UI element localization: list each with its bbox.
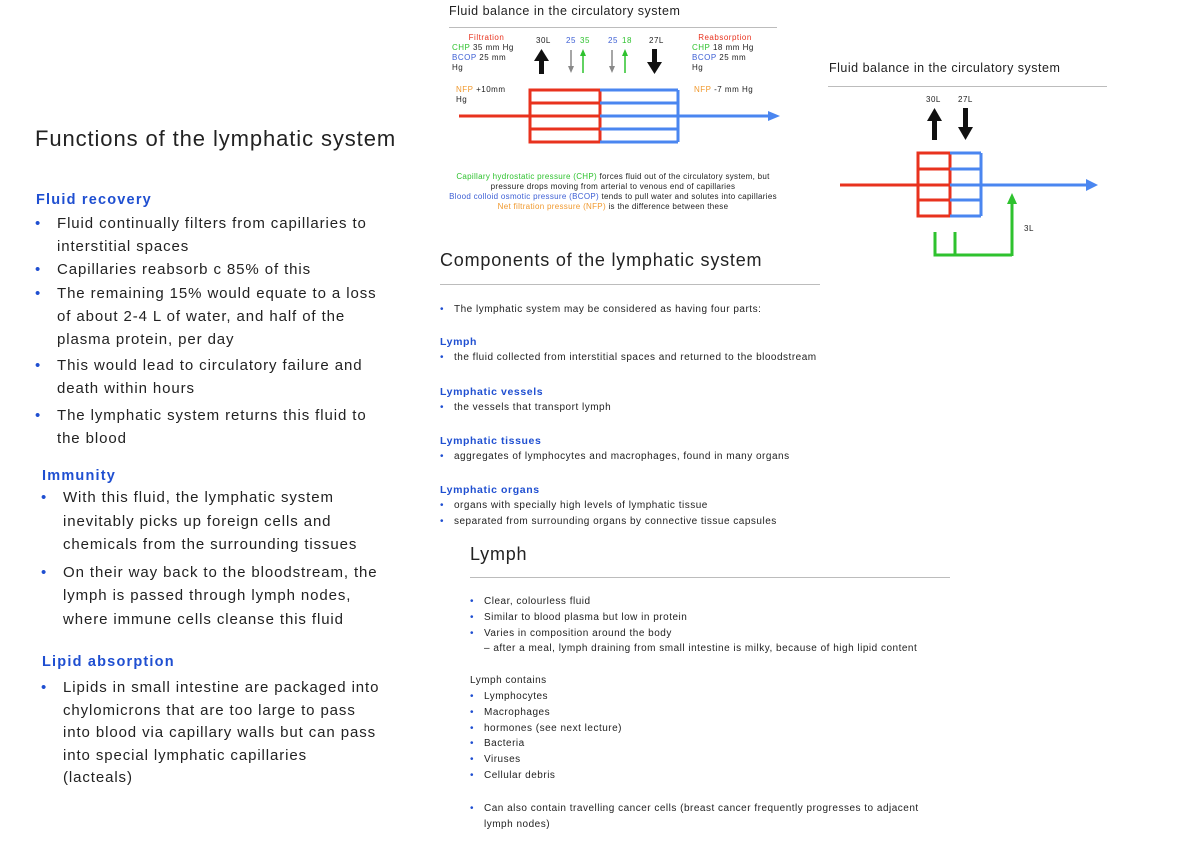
list-item: • the fluid collected from interstitial spaces and returned to the bloodstream	[440, 350, 830, 366]
list-item: • organs with specially high levels of lymphatic tissue	[440, 498, 830, 514]
list-item: • Can also contain travelling cancer cells (breast cancer frequently progresses to adjacent lymph nodes)	[470, 801, 950, 833]
bcop-label: BCOP	[452, 53, 477, 62]
arrow-3-label: 3L	[1024, 224, 1034, 233]
lipid-absorption-heading: Lipid absorption	[42, 654, 175, 670]
list-item: • Lymphocytes	[470, 689, 770, 705]
chp-filtration-value: 35 mm Hg	[472, 43, 514, 52]
caption-chp: Capillary hydrostatic pressure (CHP)	[456, 172, 597, 181]
arrow-35-label: 35	[580, 36, 590, 45]
capillary-bed	[840, 153, 1098, 216]
list-item: • the vessels that transport lymph	[440, 400, 830, 416]
up-arrow-icon	[927, 108, 942, 140]
list-item: • Viruses	[470, 752, 770, 768]
list-item: • Similar to blood plasma but low in protein	[470, 610, 950, 626]
lymph-contains-label: Lymph contains	[470, 675, 547, 686]
arrow-30-label: 30L	[536, 36, 551, 45]
component-heading: Lymph	[440, 336, 478, 348]
reabsorption-label: Reabsorption	[698, 33, 752, 42]
capillary-diagram	[440, 40, 800, 160]
arrowhead-icon	[1086, 179, 1098, 191]
list-item: • On their way back to the bloodstream, the lymph is passed through lymph nodes, where immune cells cleanse this fluid	[41, 561, 396, 632]
list-item: • Bacteria	[470, 736, 770, 752]
lymph-title: Lymph	[470, 544, 528, 564]
caption-text: forces fluid out of the circulatory system, but	[599, 172, 770, 181]
fluid-recovery-list	[35, 212, 380, 450]
up-arrow-icon	[1007, 193, 1017, 204]
list-item: • Varies in composition around the body	[470, 626, 950, 642]
filtration-label: Filtration	[468, 33, 505, 42]
list-item: • aggregates of lymphocytes and macrophages, found in many organs	[440, 449, 830, 465]
components-intro	[440, 302, 820, 318]
component-list	[440, 498, 830, 530]
immunity-heading: Immunity	[42, 468, 117, 484]
list-item: • This would lead to circulatory failure and death within hours	[35, 354, 380, 400]
list-item: • The remaining 15% would equate to a loss of about 2-4 L of water, and half of the plasma protein, per day	[35, 282, 380, 352]
down-arrow-icon	[958, 108, 973, 140]
diagram2-title: Fluid balance in the circulatory system	[829, 61, 1061, 75]
lymph-rule	[470, 577, 950, 578]
up-arrow-icon	[622, 49, 628, 73]
list-item: • separated from surrounding organs by connective tissue capsules	[440, 514, 830, 530]
component-heading: Lymphatic tissues	[440, 435, 542, 447]
list-item: • Fluid continually filters from capillaries to interstitial spaces	[35, 212, 380, 258]
lipid-list	[41, 677, 381, 790]
list-item: • hormones (see next lecture)	[470, 721, 770, 737]
down-arrow-icon	[609, 50, 615, 73]
list-item: • The lymphatic system may be considered as having four parts:	[440, 302, 820, 318]
arrow-27-label: 27L	[958, 95, 973, 104]
diagram1-rule	[449, 27, 777, 28]
list-item: • The lymphatic system returns this fluid to the blood	[35, 404, 380, 450]
components-rule	[440, 284, 820, 285]
bcop-reabsorption-value: 25 mm Hg	[692, 53, 747, 72]
arrow-25b-label: 25	[608, 36, 618, 45]
list-item: • Macrophages	[470, 705, 770, 721]
nfp-label: NFP	[694, 85, 712, 94]
fluid-recovery-heading: Fluid recovery	[36, 192, 152, 208]
list-item: • Lipids in small intestine are packaged into chylomicrons that are too large to pass into blood via capillary walls but can pass into special lymphatic capillaries (lacteals)	[41, 677, 381, 790]
caption-bcop: Blood colloid osmotic pressure (BCOP)	[449, 192, 599, 201]
list-item: • Capillaries reabsorb c 85% of this	[35, 258, 380, 281]
caption-text: is the difference between these	[608, 202, 729, 211]
caption-text: pressure drops moving from arterial to venous end of capillaries	[490, 182, 736, 191]
page-title: Functions of the lymphatic system	[35, 126, 397, 151]
list-item: • With this fluid, the lymphatic system inevitably picks up foreign cells and chemicals from the surrounding tissues	[41, 486, 396, 557]
down-arrow-icon	[568, 50, 574, 73]
nfp-reabsorption-value: -7 mm Hg	[714, 85, 754, 94]
caption-text: tends to pull water and solutes into capillaries	[601, 192, 777, 201]
component-list	[440, 400, 830, 416]
up-arrow-icon	[534, 49, 549, 74]
capillary-bed	[459, 90, 780, 142]
nfp-label: NFP	[456, 85, 474, 94]
lymph-list	[470, 594, 950, 641]
component-list	[440, 350, 830, 366]
arrow-25a-label: 25	[566, 36, 576, 45]
diagram2-rule	[828, 86, 1107, 87]
arrow-18-label: 18	[622, 36, 632, 45]
list-item: • Cellular debris	[470, 768, 770, 784]
arrowhead-icon	[768, 111, 780, 121]
immunity-list	[41, 486, 396, 631]
chp-label: CHP	[692, 43, 711, 52]
diagram1-caption	[448, 172, 778, 212]
component-heading: Lymphatic vessels	[440, 386, 544, 398]
component-heading: Lymphatic organs	[440, 484, 540, 496]
bcop-filtration-value: 25 mm Hg	[452, 53, 507, 72]
arrow-27-label: 27L	[649, 36, 664, 45]
arrow-30-label: 30L	[926, 95, 941, 104]
caption-nfp: Net filtration pressure (NFP)	[497, 202, 606, 211]
lymph-vessel	[934, 193, 1018, 256]
bcop-label: BCOP	[692, 53, 717, 62]
component-list	[440, 449, 830, 465]
up-arrow-icon	[580, 49, 586, 73]
down-arrow-icon	[647, 49, 662, 74]
nfp-filtration-value: +10mm Hg	[456, 85, 506, 104]
diagram1-title: Fluid balance in the circulatory system	[449, 4, 681, 18]
lymph-cancer-note	[470, 801, 950, 833]
lymph-diagram	[830, 100, 1110, 260]
lymph-contains-list	[470, 689, 770, 784]
chp-label: CHP	[452, 43, 471, 52]
lymph-sub-note: – after a meal, lymph draining from small intestine is milky, because of high lipid content	[484, 643, 918, 654]
list-item: • Clear, colourless fluid	[470, 594, 950, 610]
chp-reabsorption-value: 18 mm Hg	[712, 43, 754, 52]
components-title: Components of the lymphatic system	[440, 250, 763, 270]
